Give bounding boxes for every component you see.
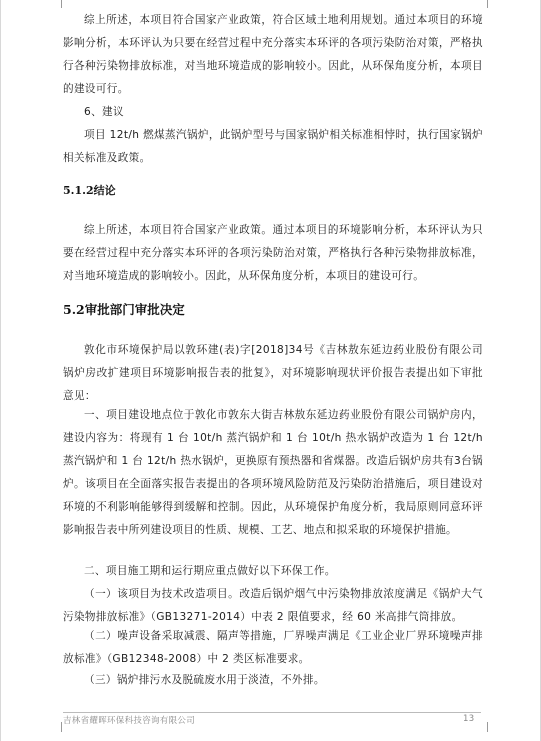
footer-page-number: 13 [463,714,475,724]
margin-corner-mark [51,0,62,8]
section-heading: 5.2审批部门审批决定 [63,302,185,317]
footer-company: 吉林省耀晖环保科技咨询有限公司 [63,716,196,726]
body-paragraph: 项目 12t/h 燃煤蒸汽锅炉，此锅炉型号与国家锅炉相关标准相悖时，执行国家锅炉相关标准及政策。 [63,129,483,164]
body-paragraph: （二）噪声设备采取减震、隔声等措施，厂界噪声满足《工业企业厂界环境噪声排放标准》（GB12348-2008）中 2 类区标准要求。 [63,630,483,665]
body-paragraph: 二、项目施工期和运行期应重点做好以下环保工作。 [84,565,336,577]
body-paragraph: 敦化市环境保护局以敦环建(表)字[2018]34号《吉林敖东延边药业股份有限公司锅炉房改扩建项目环境影响报告表的批复》，对环境影响现状评价报告表提出如下审批意见： [63,344,483,402]
body-paragraph: 综上所述，本项目符合国家产业政策。通过本项目的环境影响分析，本环评认为只要在经营过程中充分落实本环评的各项污染防治对策，严格执行各种污染物排放标准，对当地环境造成的影响较小。因此，从环保角度分析，本项目的建设可行。 [63,224,483,282]
body-paragraph: （三）锅炉排污水及脱硫废水用于淡渣，不外排。 [84,674,325,686]
section-heading: 5.1.2结论 [63,184,116,197]
section-item-label: 6、建议 [84,106,124,118]
footer-divider [63,712,481,713]
body-paragraph: 一、项目建设地点位于敦化市敦东大街吉林敖东延边药业股份有限公司锅炉房内，建设内容为：将现有 1 台 10t/h 蒸汽锅炉和 1 台 10t/h 热水锅炉改造为 1 台 12t/h 蒸汽锅炉和 1 台 12t/h 热水锅炉，更换原有预热器和省煤器。改造后锅炉房共有3台锅炉。该项目在全面落实报告表提出的各项环境风险防范及污染防治措施后，项目建设对环境的不利影响能够得到缓解和控制。因此，从环境保护角度分析，我局原则同意环评影响报告表中所列建设项目的性质、规模、工艺、地点和拟采取的环境保护措施。 [63,409,483,536]
body-paragraph: 综上所述，本项目符合国家产业政策，符合区域土地利用规划。通过本项目的环境影响分析，本环评认为只要在经营过程中充分落实本环评的各项污染防治对策，严格执行各种污染物排放标准，对当地环境造成的影响较小。因此，从环保角度分析，本项目的建设可行。 [63,14,483,95]
body-paragraph: （一）该项目为技术改造项目。改造后锅炉烟气中污染物排放浓度满足《锅炉大气污染物排放标准》（GB13271-2014）中表 2 限值要求，经 60 米高排气筒排放。 [63,588,483,623]
margin-corner-mark [487,0,498,8]
margin-corner-mark [51,722,62,732]
margin-corner-mark [487,722,498,732]
